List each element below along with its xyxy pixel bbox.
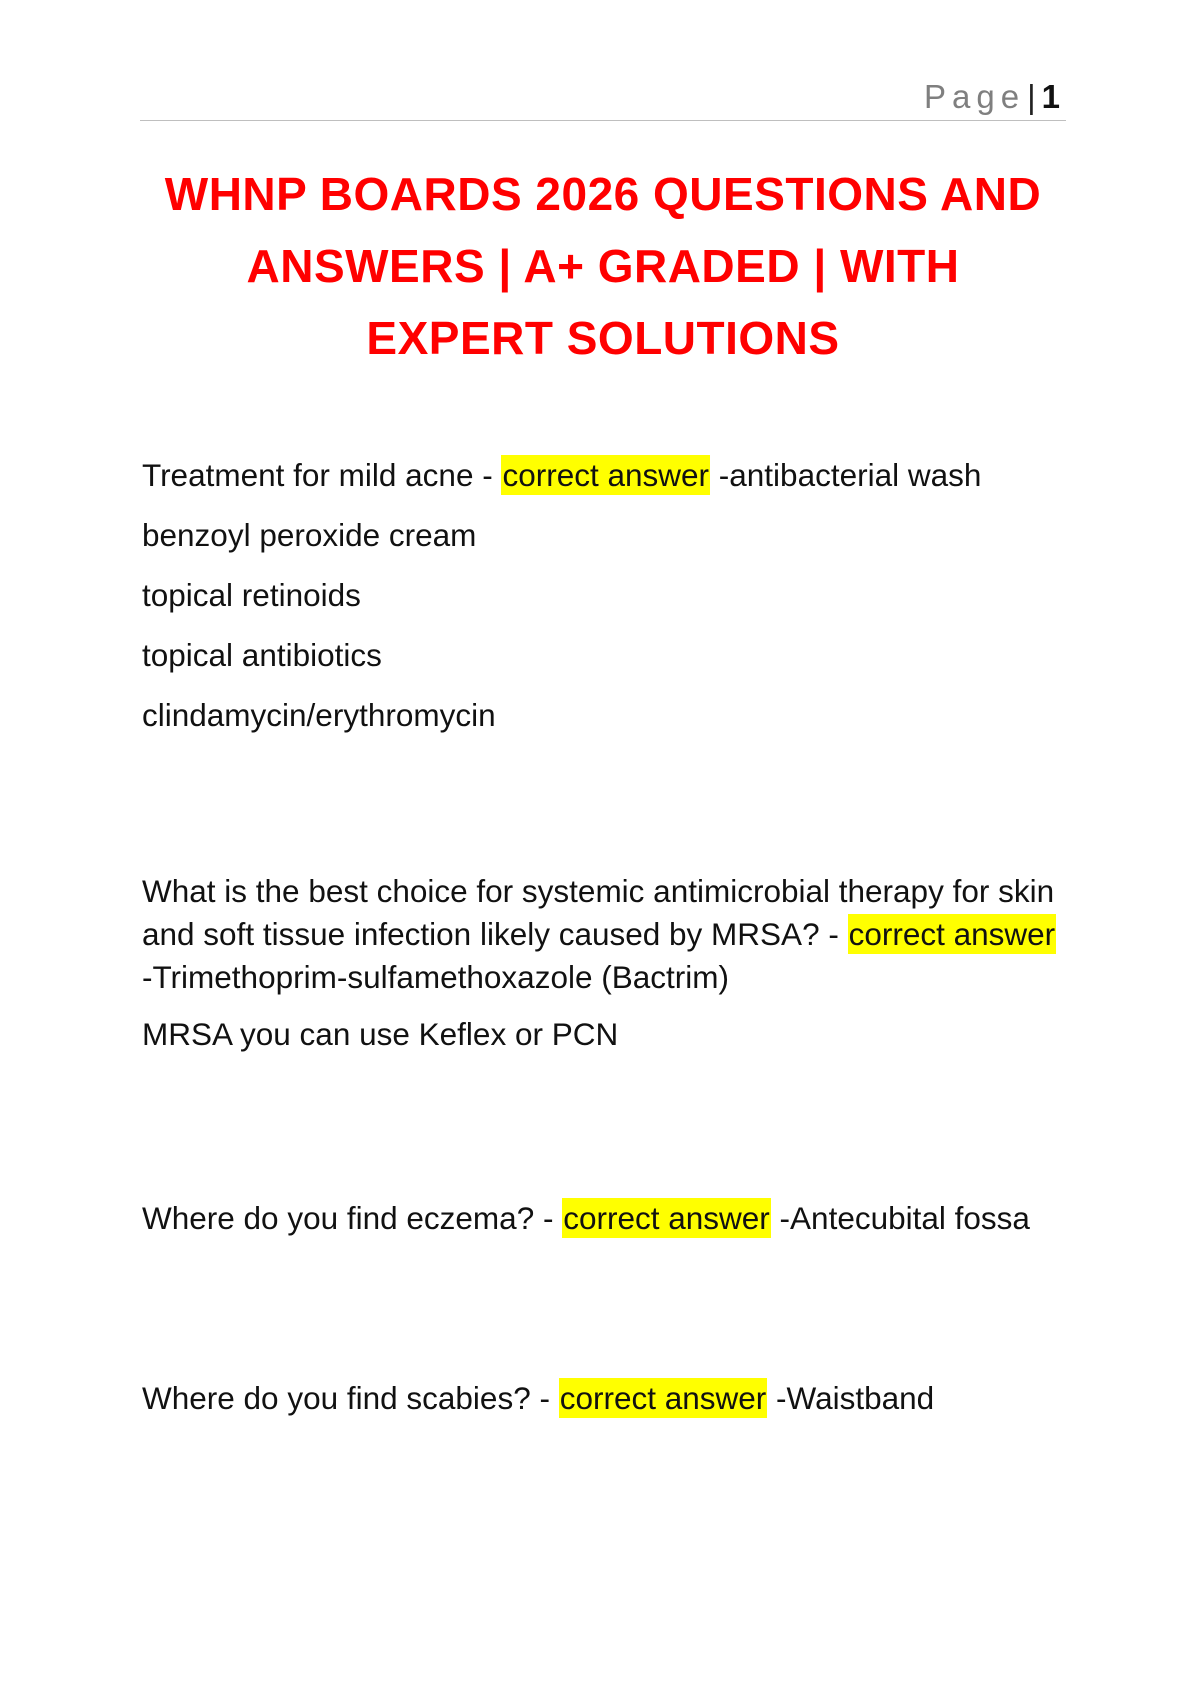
answer-text: -Antecubital fossa (770, 1200, 1030, 1236)
qa-item-eczema (142, 1197, 1072, 1240)
answer-text: -Trimethoprim-sulfamethoxazole (Bactrim) (142, 959, 729, 995)
question-line (142, 1197, 1072, 1240)
answer-detail-line: clindamycin/erythromycin (142, 697, 496, 733)
page-word: Page (923, 78, 1026, 115)
question-paragraph (142, 870, 1072, 999)
correct-answer-marker: correct answer (502, 457, 710, 493)
correct-answer-marker: correct answer (559, 1380, 767, 1416)
question-line (142, 450, 1072, 510)
page-separator: | (1027, 78, 1036, 115)
answer-detail-line: benzoyl peroxide cream (142, 517, 477, 553)
answer-text: -Waistband (767, 1380, 935, 1416)
question-text: Where do you find scabies? - (142, 1380, 559, 1416)
answer-detail-line: topical antibiotics (142, 637, 382, 673)
question-line (142, 1377, 1072, 1420)
correct-answer-marker: correct answer (563, 1200, 770, 1236)
qa-item-scabies (142, 1377, 1072, 1420)
page-number-label (924, 74, 1060, 120)
answer-note: MRSA you can use Keflex or PCN (142, 1016, 619, 1052)
document-title (120, 158, 1086, 374)
title-line-2: ANSWERS | A+ GRADED | WITH (246, 240, 960, 292)
qa-item-mrsa (142, 870, 1072, 1056)
question-text: Treatment for mild acne - (142, 457, 502, 493)
question-text: Where do you find eczema? - (142, 1200, 563, 1236)
correct-answer-marker: correct answer (848, 916, 1056, 952)
page-number: 1 (1041, 78, 1060, 115)
page-header (140, 74, 1066, 121)
title-line-3: EXPERT SOLUTIONS (366, 312, 840, 364)
answer-text: -antibacterial wash (710, 457, 982, 493)
question-text: What is the best choice for systemic antimicrobial therapy for skin and soft tissue infection likely caused by MRSA? - (142, 873, 1055, 952)
qa-item-acne (142, 450, 1072, 750)
title-line-1: WHNP BOARDS 2026 QUESTIONS AND (164, 168, 1042, 220)
answer-detail-line: topical retinoids (142, 577, 361, 613)
